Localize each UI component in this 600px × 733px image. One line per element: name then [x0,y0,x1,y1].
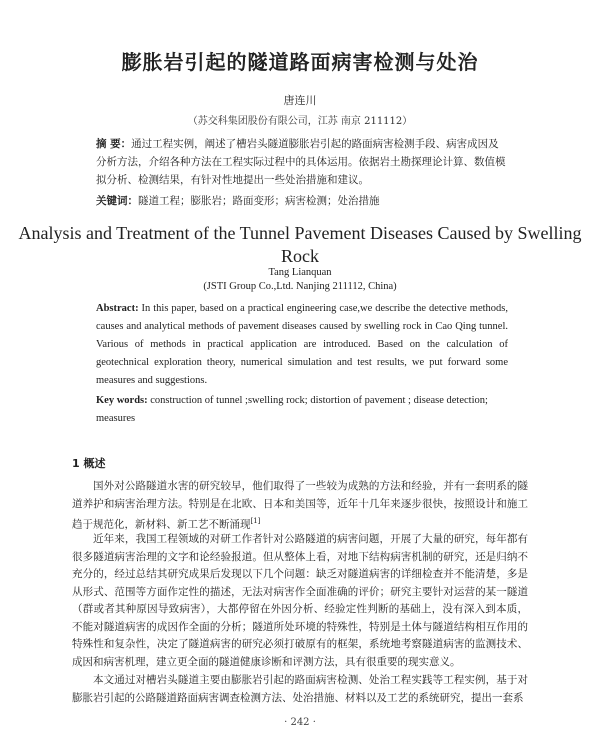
keywords-en-label: Key words: [96,395,148,406]
abstract-en-text: In this paper, based on a practical engineering case,we describe the detective methods, causes and analytical methods of pavement diseases caused by swelling rock in Cao Qing tunnel. Various of methods in practical application are introduced. Based on the calculation of geotechnical exploration theory, numerical simulation and test results, we put forward some measures and suggestions. [96,303,508,386]
page-number: · 242 · [284,717,316,728]
author-en: Tang Lianquan [268,267,332,278]
affiliation-cn: （苏交科集团股份有限公司，江苏 南京 211112） [187,116,413,127]
abstract-cn-text: 通过工程实例，阐述了槽岩头隧道膨胀岩引起的路面病害检测手段、病害成因及分析方法，介绍各种方法在工程实际过程中的具体运用。依据岩土勘探理论计算、数值模拟分析、检测结果，有针对性地提出一些处治措施和建议。 [96,138,506,186]
section-heading: 1 概述 [72,457,106,470]
paragraph-1-text: 国外对公路隧道水害的研究较早，他们取得了一些较为成熟的方法和经验，并有一套明系的隧道养护和病害治理方法。特别是在北欧、日本和美国等，近年十几年来逐步很快，按照设计和施工趋于规范化，新材料、新工艺不断涌现 [72,480,528,531]
body-paragraph-3: 本文通过对槽岩头隧道主要由膨胀岩引起的路面病害检测、处治工程实践等工程实例，基于对膨胀岩引起的公路隧道路面病害调查检测方法、处治措施、材料以及工艺的系统研究，提出一套系 [72,674,528,704]
keywords-cn-text: 隧道工程；膨胀岩；路面变形；病害检测；处治措施 [138,195,380,207]
body-paragraph-1 [72,478,528,534]
paper-title-cn: 膨胀岩引起的隧道路面病害检测与处治 [121,50,479,74]
author-cn: 唐连川 [283,94,317,107]
keywords-cn [96,192,508,210]
paper-title-en: Analysis and Treatment of the Tunnel Pavement Diseases Caused by Swelling Rock [18,223,582,266]
abstract-en [96,300,508,390]
keywords-cn-label: 关键词： [96,195,138,207]
abstract-cn [96,135,508,189]
body-paragraph-2: 近年来，我国工程领域的对研工作者针对公路隧道的病害问题，开展了大量的研究，每年都有很多隧道病害治理的文字和论经验报道。但从整体上看，对地下结构病害机制的研究，还是归纳不充分的，经过总结其研究成果后发现以下几个问题：缺乏对隧道病害的详细检查并不能清楚，多是从形式、范围等方面作定性的描述，无法对病害作全面准确的评价；研究主要针对运营的某一隧道（群或者其种原因导致病害），大都停留在外因分析、经验定性判断的基础上，没有深入到本质，不能对隧道病害的成因作全面的分析；隧道所处环境的特殊性，特别是土体与隧道结构相互作用的特殊性和复杂性，决定了隧道病害的研究必须打破原有的框架，系统地考察隧道病害的监测技术、成因和病害机理，建立更全面的隧道健康诊断和评测方法，具有很重要的现实意义。 [72,533,528,668]
citation-ref: [1] [250,517,261,525]
keywords-en [96,392,508,428]
affiliation-en: (JSTI Group Co.,Ltd. Nanjing 211112, China) [203,281,397,292]
abstract-en-label: Abstract: [96,303,139,314]
keywords-en-text: construction of tunnel ;swelling rock; distortion of pavement ; disease detection; measures [96,395,488,424]
abstract-cn-label: 摘 要： [96,138,132,150]
